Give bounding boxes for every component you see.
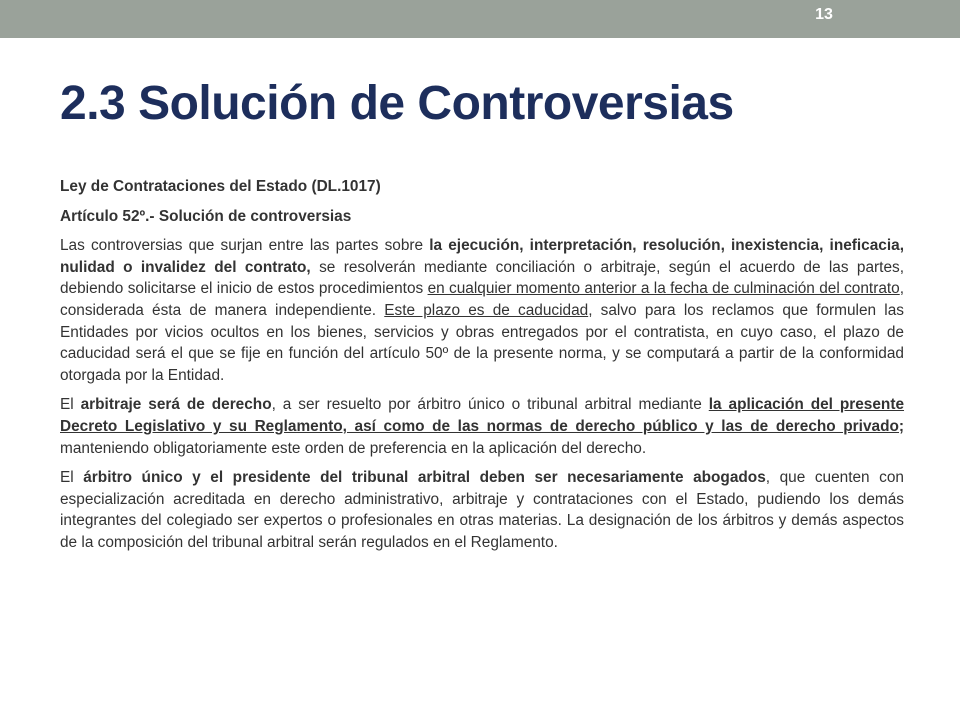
law-heading: Ley de Contrataciones del Estado (DL.1017) (60, 178, 381, 195)
underlined-run: Este plazo es de caducidad (384, 301, 589, 319)
text-run: , que cuenten con especialización acreditada en derecho administrativo, arbitraje y contrataciones con el Estado, pudiendo los demás integrantes del colegiado ser expertos o profesionales en otras materias. La designación de los árbitros y demás aspectos de la composición del tribunal arbitral serán regulados en el Reglamento. (60, 469, 904, 551)
paragraph-1 (60, 235, 904, 386)
bold-run: la ejecución, interpretación, resolución, inexistencia, ineficacia, nulidad o invalidez del contrato, (60, 237, 904, 276)
paragraph-3 (60, 467, 904, 553)
top-bar (0, 0, 960, 38)
underlined-run: en cualquier momento anterior a la fecha de culminación del contrato (427, 280, 900, 298)
text-run: , considerada ésta de manera independiente. (60, 280, 905, 319)
text-run: El (60, 469, 84, 487)
bold-run: árbitro único y el presidente del tribunal arbitral deben ser necesariamente abogados (83, 469, 766, 487)
paragraph-2 (60, 394, 904, 459)
text-run: , a ser resuelto por árbitro único o tribunal arbitral mediante (271, 396, 709, 414)
bold-run: arbitraje será de derecho (80, 396, 272, 414)
text-run: se resolverán mediante conciliación o arbitraje, según el acuerdo de las partes, debiendo solicitarse el inicio de estos procedimientos (60, 258, 904, 298)
article-heading: Artículo 52º.- Solución de controversias (60, 207, 352, 225)
page-number: 13 (815, 6, 833, 23)
slide-body (60, 176, 904, 562)
slide-title: 2.3 Solución de Controversias (60, 77, 734, 130)
text-run: , salvo para los reclamos que formulen las Entidades por vicios ocultos en los bienes, servicios y obras entregados por el contratista, en cuyo caso, el plazo de caducidad será el que se fije en función del artículo 50º de la presente norma, y se computará a partir de la conformidad otorgada por la Entidad. (60, 301, 904, 384)
text-run: El (60, 396, 81, 414)
text-run: manteniendo obligatoriamente este orden de preferencia en la aplicación del derecho. (60, 439, 647, 457)
text-run: Las controversias que surjan entre las partes sobre (60, 237, 430, 255)
underlined-run: la aplicación del presente Decreto Legislativo y su Reglamento, así como de las normas de derecho público y las de derecho privado; (60, 396, 905, 435)
